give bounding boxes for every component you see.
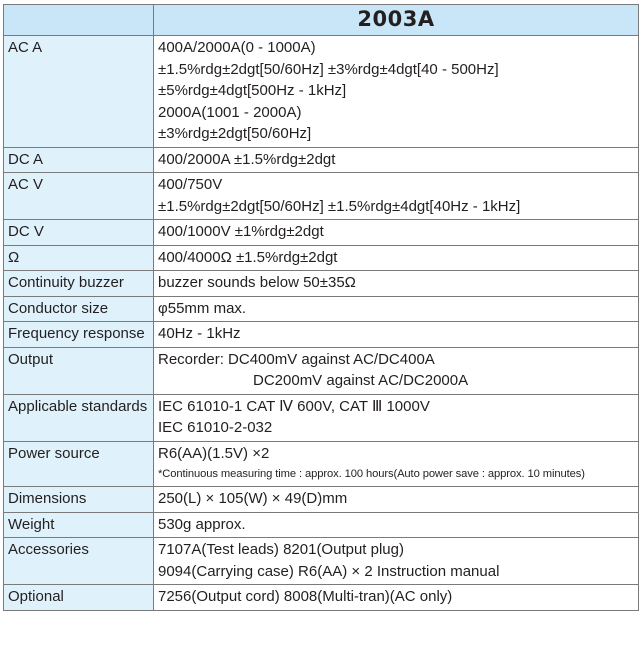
- model-name: 2003A: [154, 5, 639, 36]
- row-label: AC V: [4, 173, 154, 220]
- header-corner: [4, 5, 154, 36]
- value-line: 400A/2000A(0 - 1000A): [158, 39, 316, 56]
- value-line: 400/750V: [158, 176, 223, 193]
- value-line: 7107A(Test leads) 8201(Output plug): [158, 541, 404, 558]
- row-value: [154, 394, 639, 441]
- row-label: Weight: [4, 512, 154, 538]
- row-value: [154, 512, 639, 538]
- row-label: Applicable standards: [4, 394, 154, 441]
- value-line: ±1.5%rdg±2dgt[50/60Hz] ±3%rdg±4dgt[40 - 500Hz]: [158, 60, 499, 78]
- spec-row-dimensions: [4, 487, 639, 513]
- row-value: [154, 245, 639, 271]
- value-line: buzzer sounds below 50±35Ω: [158, 274, 356, 291]
- row-value: [154, 487, 639, 513]
- row-value: [154, 271, 639, 297]
- spec-row-ac-a: [4, 36, 639, 148]
- value-line: 9094(Carrying case) R6(AA) × 2 Instruction manual: [158, 562, 500, 580]
- value-line: 40Hz - 1kHz: [158, 325, 241, 342]
- row-label: Output: [4, 347, 154, 394]
- row-value: [154, 36, 639, 148]
- row-value: [154, 322, 639, 348]
- spec-row-continuity-buzzer: [4, 271, 639, 297]
- row-value: [154, 538, 639, 585]
- spec-row-frequency-response: [4, 322, 639, 348]
- row-value: [154, 585, 639, 611]
- spec-row-power-source: [4, 441, 639, 487]
- row-label: Optional: [4, 585, 154, 611]
- row-value: [154, 173, 639, 220]
- row-value: [154, 347, 639, 394]
- row-label: Frequency response: [4, 322, 154, 348]
- value-line: 7256(Output cord) 8008(Multi-tran)(AC only): [158, 588, 453, 605]
- row-label: Dimensions: [4, 487, 154, 513]
- row-value: [154, 441, 639, 487]
- spec-row-weight: [4, 512, 639, 538]
- spec-row-applicable-standards: [4, 394, 639, 441]
- row-label: Accessories: [4, 538, 154, 585]
- value-line: 2000A(1001 - 2000A): [158, 103, 302, 121]
- value-line: 400/4000Ω ±1.5%rdg±2dgt: [158, 248, 338, 266]
- value-line: 250(L) × 105(W) × 49(D)mm: [158, 490, 348, 507]
- spec-row-optional: [4, 585, 639, 611]
- spec-row-dc-a: [4, 147, 639, 173]
- value-line: IEC 61010-2-032: [158, 419, 273, 436]
- row-label: Conductor size: [4, 296, 154, 322]
- row-value: [154, 296, 639, 322]
- row-label: Ω: [4, 245, 154, 271]
- row-label: Continuity buzzer: [4, 271, 154, 297]
- row-label: DC A: [4, 147, 154, 173]
- spec-row-resistance: [4, 245, 639, 271]
- row-value: [154, 147, 639, 173]
- header-row: [4, 5, 639, 36]
- value-line: 400/1000V ±1%rdg±2dgt: [158, 223, 324, 240]
- row-label: AC A: [4, 36, 154, 148]
- spec-row-output: [4, 347, 639, 394]
- value-line: R6(AA)(1.5V) ×2: [158, 444, 270, 462]
- spec-row-dc-v: [4, 220, 639, 246]
- spec-row-conductor-size: [4, 296, 639, 322]
- value-line: IEC 61010-1 CAT Ⅳ 600V, CAT Ⅲ 1000V: [158, 397, 430, 415]
- row-value: [154, 220, 639, 246]
- spec-row-ac-v: [4, 173, 639, 220]
- value-line: Recorder: DC400mV against AC/DC400A: [158, 350, 435, 368]
- row-label: DC V: [4, 220, 154, 246]
- row-label: Power source: [4, 441, 154, 487]
- spec-row-accessories: [4, 538, 639, 585]
- spec-table: [3, 4, 639, 611]
- value-line: ±3%rdg±2dgt[50/60Hz]: [158, 125, 312, 142]
- value-line: ±1.5%rdg±2dgt[50/60Hz] ±1.5%rdg±4dgt[40Hz - 1kHz]: [158, 197, 521, 215]
- value-line: φ55mm max.: [158, 299, 247, 317]
- value-line: 530g approx.: [158, 515, 246, 533]
- value-line: DC200mV against AC/DC2000A: [253, 372, 469, 389]
- footnote-line: *Continuous measuring time : approx. 100 hours(Auto power save : approx. 10 minutes): [158, 468, 585, 480]
- value-line: 400/2000A ±1.5%rdg±2dgt: [158, 150, 336, 168]
- value-line: ±5%rdg±4dgt[500Hz - 1kHz]: [158, 82, 347, 99]
